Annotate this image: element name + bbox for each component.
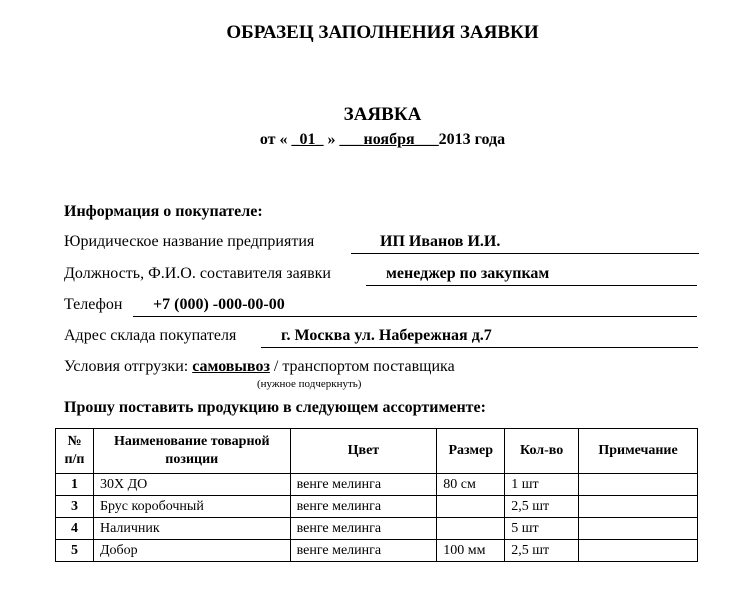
cell-name: Наличник	[93, 518, 290, 540]
cell-size	[437, 496, 505, 518]
phone-field	[64, 296, 704, 318]
phone-value-line	[133, 296, 697, 317]
order-table	[55, 428, 698, 562]
cell-note	[579, 540, 698, 562]
col-size-header: Размер	[437, 429, 505, 474]
table-row	[56, 474, 698, 496]
form-title: ЗАЯВКА	[343, 104, 422, 125]
table-row	[56, 518, 698, 540]
cell-size: 100 мм	[437, 540, 505, 562]
cell-num: 3	[56, 496, 94, 518]
phone-label: Телефон	[64, 296, 123, 313]
cell-qty: 2,5 шт	[505, 540, 579, 562]
cell-size	[437, 518, 505, 540]
author-field	[64, 265, 704, 287]
col-color-header: Цвет	[290, 429, 437, 474]
company-value: ИП Иванов И.И.	[380, 233, 501, 250]
cell-color: венге мелинга	[290, 474, 437, 496]
address-value: г. Москва ул. Набережная д.7	[281, 327, 492, 344]
address-field	[64, 327, 704, 349]
author-value: менеджер по закупкам	[386, 265, 550, 282]
table-header-row	[56, 429, 698, 474]
cell-num: 1	[56, 474, 94, 496]
date-day: _01_	[291, 131, 324, 148]
cell-qty: 1 шт	[505, 474, 579, 496]
document-title: ОБРАЗЕЦ ЗАПОЛНЕНИЯ ЗАЯВКИ	[226, 22, 539, 43]
phone-value: +7 (000) -000-00-00	[153, 296, 285, 313]
cell-qty: 2,5 шт	[505, 496, 579, 518]
cell-note	[579, 474, 698, 496]
cell-size: 80 см	[437, 474, 505, 496]
shipping-field	[64, 358, 455, 380]
cell-color: венге мелинга	[290, 540, 437, 562]
cell-note	[579, 518, 698, 540]
order-heading: Прошу поставить продукцию в следующем ассортименте:	[64, 399, 486, 416]
author-label: Должность, Ф.И.О. составителя заявки	[64, 265, 331, 282]
cell-name: Добор	[93, 540, 290, 562]
cell-num: 4	[56, 518, 94, 540]
company-value-line	[351, 233, 699, 254]
company-label: Юридическое название предприятия	[64, 233, 315, 250]
cell-note	[579, 496, 698, 518]
date-prefix: от «	[259, 131, 288, 148]
shipping-selected: самовывоз	[192, 358, 270, 375]
cell-num: 5	[56, 540, 94, 562]
date-month: ___ноября__	[339, 131, 431, 148]
col-num-header: № п/п	[56, 429, 94, 474]
shipping-hint: (нужное подчеркнуть)	[257, 378, 362, 390]
col-qty-header: Кол-во	[505, 429, 579, 474]
cell-name: Брус коробочный	[93, 496, 290, 518]
shipping-label: Условия отгрузки:	[64, 358, 189, 375]
date-year: 2013 года	[438, 131, 506, 148]
table-row	[56, 540, 698, 562]
table-row	[56, 496, 698, 518]
company-field	[64, 233, 704, 255]
cell-name: 30Х ДО	[93, 474, 290, 496]
date-mid: »	[327, 131, 336, 148]
cell-color: венге мелинга	[290, 518, 437, 540]
col-note-header: Примечание	[579, 429, 698, 474]
cell-qty: 5 шт	[505, 518, 579, 540]
date-line: от « _01_ » ___ноября___2013 года	[259, 131, 506, 148]
address-label: Адрес склада покупателя	[64, 327, 237, 344]
buyer-info-heading: Информация о покупателе:	[64, 203, 263, 220]
address-value-line	[261, 327, 698, 348]
shipping-other: / транспортом поставщика	[273, 358, 455, 375]
author-value-line	[366, 265, 697, 286]
col-name-header: Наименование товарной позиции	[93, 429, 290, 474]
cell-color: венге мелинга	[290, 496, 437, 518]
